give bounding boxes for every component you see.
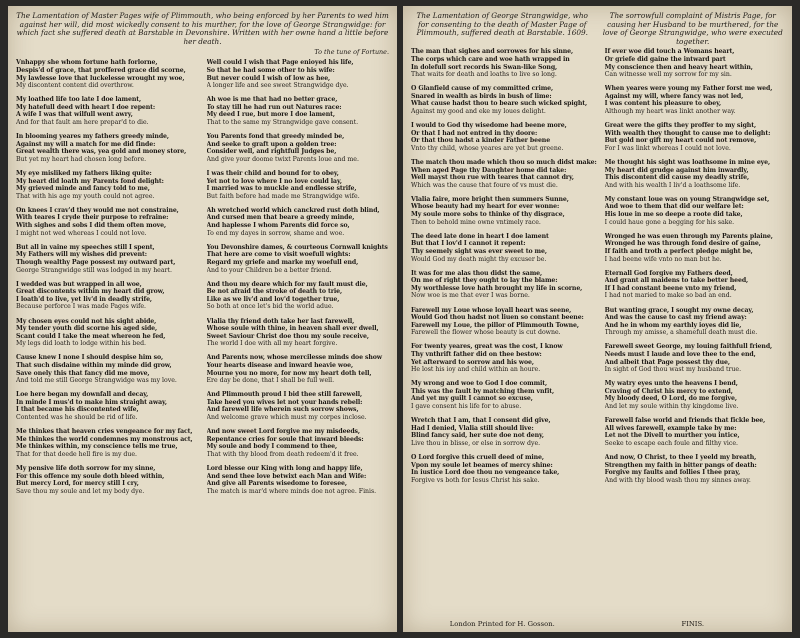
verse-line: And let my soule within thy kingdome live. xyxy=(604,403,739,411)
verse-line: For this offence my soule doth bleed within, xyxy=(16,472,165,480)
verse-line: Wretch that I am, that I consent did give, xyxy=(411,417,551,425)
stanza xyxy=(605,233,784,263)
verse-line: My soule and body I commend to thee, xyxy=(206,443,338,451)
verse-line: I might not wed whereas I could not love. xyxy=(16,229,147,237)
stanza xyxy=(16,465,199,495)
verse-line: My eye misliked my fathers liking quite: xyxy=(16,170,152,177)
verse-line: You Devonshire dames, & courteous Cornwall knights xyxy=(206,243,388,251)
broadside-sheet xyxy=(8,6,792,632)
verse-line: My discontent content did overthrow. xyxy=(16,82,134,90)
verse-line: Save onely this that fancy did me move, xyxy=(16,369,150,377)
stanza xyxy=(207,281,390,311)
verse-line: Ah woe is me that had no better grace, xyxy=(206,96,338,104)
stanza xyxy=(411,48,597,78)
verse-line: Forgive my faults and follies I thee pray, xyxy=(604,469,741,477)
verse-line: The deed late done in heart I doe lament xyxy=(411,232,549,240)
verse-line: Against my will a match for me did finde: xyxy=(16,140,156,148)
verse-line: I was their child and bound for to obey, xyxy=(206,170,339,177)
verse-line: And farewell life wherein such sorrow shows, xyxy=(206,406,359,414)
verse-line: And give all Parents wisedome to foresee, xyxy=(206,480,347,488)
verse-line: His loue in me so deepe a roote did take, xyxy=(604,211,743,219)
verse-line: And give your doome twixt Parents loue and me. xyxy=(206,155,359,163)
verse-line: My tender youth did scorne his aged side, xyxy=(16,325,158,333)
verse-line: And to your Children be a better friend. xyxy=(206,266,332,274)
verse-line: But faith before had made me Strangwidge wife. xyxy=(206,192,360,200)
verse-line: My wrong and woe to God I doe commit, xyxy=(411,380,548,388)
verse-line: It was for me alas thou didst the same, xyxy=(411,269,543,277)
verse-line: Vnto thy child, whose yeares are yet but greene. xyxy=(411,144,564,152)
verse-line: The match thou made which thou so much didst make: xyxy=(411,159,597,166)
stanza xyxy=(605,196,784,226)
left-page-title: The Lamentation of Master Pages wife of Plimmouth, who being enforced by her Parents to wed him against her will, did most wickedly consent to his murther, for the love of George Strangwidge: for which fact she suffered death at Barstable in Devonshire. Written with her owne hand a little before her death. xyxy=(16,11,389,46)
verse-line: Lord blesse our King with long and happy life, xyxy=(206,465,363,472)
verse-line: The world I doe with all my heart forgive. xyxy=(206,340,338,348)
verse-line: Had I denied, Vlalia still should live: xyxy=(411,424,534,432)
stanza xyxy=(207,465,390,495)
stanza xyxy=(16,207,199,237)
verse-line: To stay till he had run out Natures race: xyxy=(206,103,342,111)
verse-line: Against my will, where fancy was not led, xyxy=(604,92,744,100)
verse-line: My watry eyes unto the heavens I bend, xyxy=(604,380,738,388)
verse-line: Which was the cause that foure of vs must die. xyxy=(411,181,558,189)
verse-line: Then to behold mine owne vntimely race. xyxy=(411,218,541,226)
verse-line: Great were the gifts they proffer to my sight, xyxy=(604,122,757,130)
stanza xyxy=(411,454,597,484)
page-complaint-title: The sorrowfull complaint of Mistris Page, for causing her Husband to be murthered, for the love of George Strangwidge, who were executed together. xyxy=(602,11,783,46)
verse-line: I could haue gone a begging for his sake. xyxy=(604,218,735,226)
verse-line: Live thou in blisse, or else in sorrow dye. xyxy=(411,439,541,447)
verse-line: Or that I had not entred in thy doore: xyxy=(411,129,538,137)
verse-line: Against my good and eke my loues delight. xyxy=(411,108,546,116)
verse-line: I loath'd to live, yet liv'd in deadly strife, xyxy=(16,295,152,303)
stanza xyxy=(411,417,597,447)
verse-line: This discontent did cause my deadly strife, xyxy=(604,174,750,182)
verse-line: And woe to them that did our welfare let: xyxy=(604,203,744,211)
verse-line: In blooming yeares my fathers greedy minde, xyxy=(16,133,169,141)
verse-line: Would God my death might thy excuser be. xyxy=(411,255,547,263)
stanza xyxy=(605,122,784,152)
left-column-1 xyxy=(16,59,199,628)
verse-line: Great wealth there was, yea gold and money store, xyxy=(16,148,187,156)
verse-line: In sight of God thou wast my husband true. xyxy=(604,366,742,374)
stanza xyxy=(16,244,199,274)
verse-line: Vnhappy she whom fortune hath forlorne, xyxy=(16,59,158,67)
verse-line: My soule more sobs to thinke of thy disgrace, xyxy=(411,211,565,219)
verse-line: Ah wretched world which canckred rust doth blind, xyxy=(206,206,380,214)
verse-line: I was content his pleasure to obey, xyxy=(604,100,722,108)
verse-line: Farewell sweet George, my louing faithfull friend, xyxy=(604,343,773,351)
verse-line: Well could I wish that Page enioyed his life, xyxy=(206,59,354,67)
verse-line: I had beene wife vnto no man but he. xyxy=(604,255,722,263)
verse-line: You Parents fond that greedy minded be, xyxy=(206,133,345,141)
verse-line: That waits for death and loaths to live so long. xyxy=(411,71,557,79)
left-page xyxy=(8,6,397,632)
verse-line: My Fathers will my wishes did prevent: xyxy=(16,251,147,259)
verse-line: And seeke to graft upon a golden tree: xyxy=(206,140,337,148)
verse-line: Yet afterward to sorrow and his woe, xyxy=(411,358,534,366)
verse-line: Whose soule with thine, in heaven shall ever dwell, xyxy=(206,325,379,333)
verse-line: And albeit that Page possest thy due, xyxy=(604,358,730,366)
stanza xyxy=(207,318,390,348)
verse-line: O Lord forgive this cruell deed of mine, xyxy=(411,454,544,461)
verse-line: Like as we liv'd and lov'd together true, xyxy=(206,295,340,303)
verse-line: Mourne you no more, for now my heart doth tell, xyxy=(206,369,372,377)
verse-line: And with thy blood wash thou my sinnes away. xyxy=(604,476,751,484)
verse-line: Can witnesse well my sorrow for my sin. xyxy=(604,71,732,79)
stanza xyxy=(207,170,390,200)
stanza xyxy=(605,417,784,447)
stanza xyxy=(605,307,784,337)
verse-line: But yet my heart had chosen long before. xyxy=(16,155,147,163)
verse-line: My grieved minde and fancy told to me, xyxy=(16,185,150,193)
verse-line: And yet my guilt I cannot so excuse, xyxy=(411,395,533,403)
verse-line: Cause knew I none I should despise him so, xyxy=(16,354,164,362)
verse-line: I gave consent his life for to abuse. xyxy=(411,403,522,411)
stanza xyxy=(207,244,390,274)
verse-line: Save thou my soule and let my body dye. xyxy=(16,487,145,495)
right-page xyxy=(403,6,792,632)
verse-line: Through my amisse, a shamefull death must die. xyxy=(604,329,758,337)
verse-line: Me thought his sight was loathsome in mine eye, xyxy=(604,159,771,166)
verse-line: That to the same my Strangwidge gave consent. xyxy=(206,119,359,127)
stanza xyxy=(207,354,390,384)
verse-line: Ere day be done, that I shall be full well. xyxy=(206,377,335,385)
verse-line: A longer life and see sweet Strangwidge dye. xyxy=(206,82,349,90)
verse-line: And send thee love betwixt each Man and Wife: xyxy=(206,472,367,480)
verse-line: Would God thou hadst not liuen so constant beene: xyxy=(411,314,584,322)
verse-line: When yeares were young my Father forst me wed, xyxy=(604,85,773,93)
verse-line: Vpon my soule let beames of mercy shine: xyxy=(411,461,553,469)
verse-line: Great discontents within my heart did grow, xyxy=(16,288,165,296)
verse-line: Needs must I laude and love thee to the end, xyxy=(604,350,756,358)
stanza xyxy=(207,96,390,126)
verse-line: Well mayst thou rue with teares that cannot dry, xyxy=(411,174,574,182)
verse-line: George Strangwidge still was lodged in my heart. xyxy=(16,266,172,274)
verse-line: But that I lov'd I cannot it repent: xyxy=(411,240,526,248)
verse-line: But never could I wish of low as hee, xyxy=(206,74,331,82)
verse-line: I had not maried to make so bad an end. xyxy=(604,292,732,300)
verse-line: Although my heart was linkt another way. xyxy=(604,108,736,116)
verse-line: Vlalia faire, more bright then summers Sunne, xyxy=(411,195,569,203)
verse-line: And now, O Christ, to thee I yeeld my breath, xyxy=(604,454,757,461)
verse-line: Blind fancy said, her sute doe not deny, xyxy=(411,432,544,440)
stanza xyxy=(605,159,784,189)
stanza xyxy=(411,85,597,115)
verse-line: The corps which care and woe hath wrapped in xyxy=(411,55,570,63)
stanza xyxy=(411,159,597,189)
verse-line: When aged Page thy Daughter home did take: xyxy=(411,166,567,174)
verse-line: And welcome grave which must my corpes inclose. xyxy=(206,414,367,422)
right-column-2 xyxy=(605,48,784,620)
stanza xyxy=(411,122,597,152)
verse-line: Thy seemely sight was ever sweet to me, xyxy=(411,247,547,255)
stanza xyxy=(207,428,390,458)
verse-line: Consider well, and rightfull Judges be, xyxy=(206,148,337,156)
verse-line: Because perforce I was made Pages wife. xyxy=(16,303,147,311)
verse-line: All wives farewell, example take by me: xyxy=(604,424,737,432)
verse-line: My bloody deed, O Lord, do me forgive, xyxy=(604,395,737,403)
verse-line: My legs did loath to lodge within his bed. xyxy=(16,340,147,348)
stanza xyxy=(207,59,390,89)
stanza xyxy=(16,96,199,126)
verse-line: If I had constant beene vnto my friend, xyxy=(604,284,737,292)
stanza xyxy=(16,428,199,458)
stanza xyxy=(411,196,597,226)
verse-line: And now sweet Lord forgive me my misdeeds, xyxy=(206,428,360,436)
verse-line: O Glanfield cause of my committed crime, xyxy=(411,85,554,93)
verse-line: A wife I was that wilfull went awry, xyxy=(16,111,133,119)
verse-line: I would to God thy wisedome had beene more, xyxy=(411,122,567,130)
stanza xyxy=(411,307,597,337)
verse-line: My pensive life doth sorrow for my sinne, xyxy=(16,465,156,472)
stanza xyxy=(16,318,199,348)
verse-line: And told me still George Strangwidge was my love. xyxy=(16,377,177,385)
verse-line: Farewell my Loue, the pillor of Plimmouth Towne, xyxy=(411,321,579,329)
verse-line: My lawlesse love that luckelesse wrought my woe, xyxy=(16,74,185,82)
verse-line: I married was to muckle and endlesse strife, xyxy=(206,185,357,193)
verse-line: Craving of Christ his mercy to extend, xyxy=(604,387,733,395)
verse-line: And cursed men that beare a greedy minde, xyxy=(206,214,355,222)
verse-line: So both at once let's bid the world adue. xyxy=(206,303,334,311)
verse-line: My loathed life too late I doe lament, xyxy=(16,96,142,104)
verse-line: Now woe is me that ever I was borne. xyxy=(411,292,530,300)
verse-line: And haplesse I whom Parents did force so, xyxy=(206,222,350,230)
printer-imprint: London Printed for H. Gosson. xyxy=(449,620,555,628)
stanza xyxy=(16,59,199,89)
verse-line: And with his wealth I liv'd a loathsome life. xyxy=(604,181,741,189)
stanza xyxy=(207,133,390,163)
verse-line: Wronged he was euen through my Parents plaine, xyxy=(604,232,773,240)
verse-line: Yet not to love where I no love could lay, xyxy=(206,177,342,185)
verse-line: With teares I cryde their purpose to refraine: xyxy=(16,214,169,222)
stanza xyxy=(411,270,597,300)
verse-line: Seeke to escape each foule and filthy vice. xyxy=(604,439,738,447)
verse-line: My constant loue was on young Strangwidge set, xyxy=(604,195,770,203)
verse-line: But mercy Lord, for mercy still I cry, xyxy=(16,480,139,488)
stanza xyxy=(411,233,597,263)
verse-line: My hatefull deed with heart I doe repent: xyxy=(16,103,156,111)
verse-line: My heart did loath my Parents fond delight: xyxy=(16,177,164,185)
strangwidge-title: The Lamentation of George Strangwidge, who for consenting to the death of Master Page of Plimmouth, suffered death at Barstable. 1609. xyxy=(416,11,588,38)
stanza xyxy=(411,343,597,373)
verse-line: Whose beauty had my heart for ever wonne: xyxy=(411,203,560,211)
verse-line: That with thy blood from death redeem'd it free. xyxy=(206,450,359,458)
verse-line: And thou my deare which for my fault must die, xyxy=(206,280,368,288)
verse-line: Though wealthy Page possest my outward part, xyxy=(16,258,176,266)
verse-line: My worthlesse love hath brought my life in scorne, xyxy=(411,284,583,292)
verse-line: Farewell the flower whose beauty is cut downe. xyxy=(411,329,561,337)
verse-line: My chosen eyes could not his sight abide, xyxy=(16,317,157,325)
stanza xyxy=(605,454,784,484)
verse-line: That for that deede hell fire is my due. xyxy=(16,450,137,458)
verse-line: If ever woe did touch a Womans heart, xyxy=(604,48,735,56)
verse-line: Me thinkes the world condemnes my monstrous act, xyxy=(16,435,193,443)
verse-line: Repentance cries for soule that inward bleeds: xyxy=(206,435,364,443)
verse-line: To end my dayes in sorrow, shame and woe. xyxy=(206,229,345,237)
verse-line: And was the cause to cast my friend away: xyxy=(604,314,747,322)
stanza xyxy=(16,133,199,163)
verse-line: And grant all maidens to take better heed, xyxy=(604,277,749,285)
verse-line: I wedded was but wrapped in all woe, xyxy=(16,280,142,288)
verse-line: Snared in wealth as birds in bush of lime: xyxy=(411,92,552,100)
verse-line: With sighes and sobs I did them often move, xyxy=(16,222,166,230)
verse-line: Me thinkes within, my conscience tells me true, xyxy=(16,443,178,451)
verse-line: Despis'd of grace, that proffered grace did scorne, xyxy=(16,66,186,74)
verse-line: Farewell false world and friends that fickle bee, xyxy=(604,417,766,425)
verse-line: Forgive vs both for Iesus Christ his sake. xyxy=(411,476,540,484)
verse-line: But gold nor gift my heart could not remove, xyxy=(604,137,757,145)
left-column-2 xyxy=(207,59,390,628)
verse-line: Farewell my Loue whose loyall heart was seene, xyxy=(411,306,572,314)
verse-line: And he in whom my earthly ioyes did lie, xyxy=(604,321,742,329)
verse-line: Your hearts disease and inward heavie woe, xyxy=(206,361,354,369)
verse-line: And for that fault am here prepar'd to die. xyxy=(16,119,149,127)
verse-line: In dolefull sort records his Swan-like Song, xyxy=(411,63,558,71)
verse-line: In iustice Lord doe thou no vengeance take, xyxy=(411,469,560,477)
finis-mark: FINIS. xyxy=(681,620,705,628)
stanza xyxy=(16,354,199,384)
verse-line: That with his age my youth could not agree. xyxy=(16,192,155,200)
verse-line: This was the fault by matching them vnfit, xyxy=(411,387,555,395)
stanza xyxy=(605,270,784,300)
verse-line: My deed I rue, but more I doe lament, xyxy=(206,111,335,119)
verse-line: Sweet Saviour Christ doe thou my soule receive, xyxy=(206,332,369,340)
verse-line: And Parents now, whose mercilesse minds doe show xyxy=(206,354,382,362)
verse-line: But wanting grace, I sought my owne decay, xyxy=(604,306,754,314)
verse-line: My conscience then and heavy heart within, xyxy=(604,63,753,71)
verse-line: Loe here began my downfall and decay, xyxy=(16,391,149,399)
stanza xyxy=(411,380,597,410)
verse-line: He lost his ioy and child within an houre. xyxy=(411,366,541,374)
verse-line: That here are come to visit woefull wights: xyxy=(206,251,351,259)
stanza xyxy=(16,391,199,421)
stanza xyxy=(207,391,390,421)
verse-line: If faith and troth a perfect pledge might be, xyxy=(604,247,753,255)
stanza xyxy=(16,281,199,311)
verse-line: So that he had some other to his wife: xyxy=(206,66,335,74)
verse-line: The man that sighes and sorrowes for his sinne, xyxy=(411,48,574,56)
stanza xyxy=(605,48,784,78)
verse-line: My heart did grudge against him inwardly, xyxy=(604,166,749,174)
verse-line: Vlalia thy friend doth take her last farewell, xyxy=(206,317,355,325)
verse-line: Scant could I take the meat whereon he fed, xyxy=(16,332,166,340)
verse-line: Be not afraid the stroke of death to trie, xyxy=(206,288,343,296)
stanza xyxy=(16,170,199,200)
right-column-1 xyxy=(411,48,597,620)
verse-line: For I was linkt whereas I could not love. xyxy=(604,144,731,152)
verse-line: Eternall God forgive my Fathers deed, xyxy=(604,269,733,277)
verse-line: Contented was he should be rid of life. xyxy=(16,414,138,422)
verse-line: And Plimmouth proud I bid thee still farewell, xyxy=(206,391,363,399)
verse-line: But all in vaine my speeches still I spent, xyxy=(16,243,155,251)
verse-line: I that became his discontented wife, xyxy=(16,406,139,414)
stanza xyxy=(605,380,784,410)
tune-line: To the tune of Fortune. xyxy=(314,48,389,57)
verse-line: Or that thou hadst a kinder Father beene xyxy=(411,137,551,145)
verse-line: For twenty yeares, great was the cost, I know xyxy=(411,343,563,351)
verse-line: What cause hadst thou to beare such wicked spight, xyxy=(411,100,588,108)
verse-line: Let not the Divell to murther you intice, xyxy=(604,432,740,440)
verse-line: Regard my griefe and marke my woefull end, xyxy=(206,258,359,266)
verse-line: With wealth they thought to cause me to delight: xyxy=(604,129,771,137)
verse-line: The match is mar'd where minds doe not agree. Finis. xyxy=(206,487,377,495)
verse-line: That such disdaine within my minde did grow, xyxy=(16,361,172,369)
verse-line: Me thinkes that heaven cries vengeance for my fact, xyxy=(16,428,193,436)
verse-line: On me of right they ought to lay the blame: xyxy=(411,277,558,285)
verse-line: Strengthen my faith in bitter pangs of death: xyxy=(604,461,757,469)
verse-line: Wronged he was through fond desire of gaine, xyxy=(604,240,761,248)
verse-line: In minde I mus'd to make him straight away, xyxy=(16,398,167,406)
verse-line: Thy vnthrift father did on thee bestow: xyxy=(411,350,542,358)
verse-line: Or griefe did gaine the intward part xyxy=(604,55,726,63)
verse-line: On knees I crav'd they would me not constraine, xyxy=(16,206,179,214)
stanza xyxy=(207,207,390,237)
stanza xyxy=(605,343,784,373)
verse-line: Take heed you wives let not your hands rebell: xyxy=(206,398,363,406)
stanza xyxy=(605,85,784,115)
